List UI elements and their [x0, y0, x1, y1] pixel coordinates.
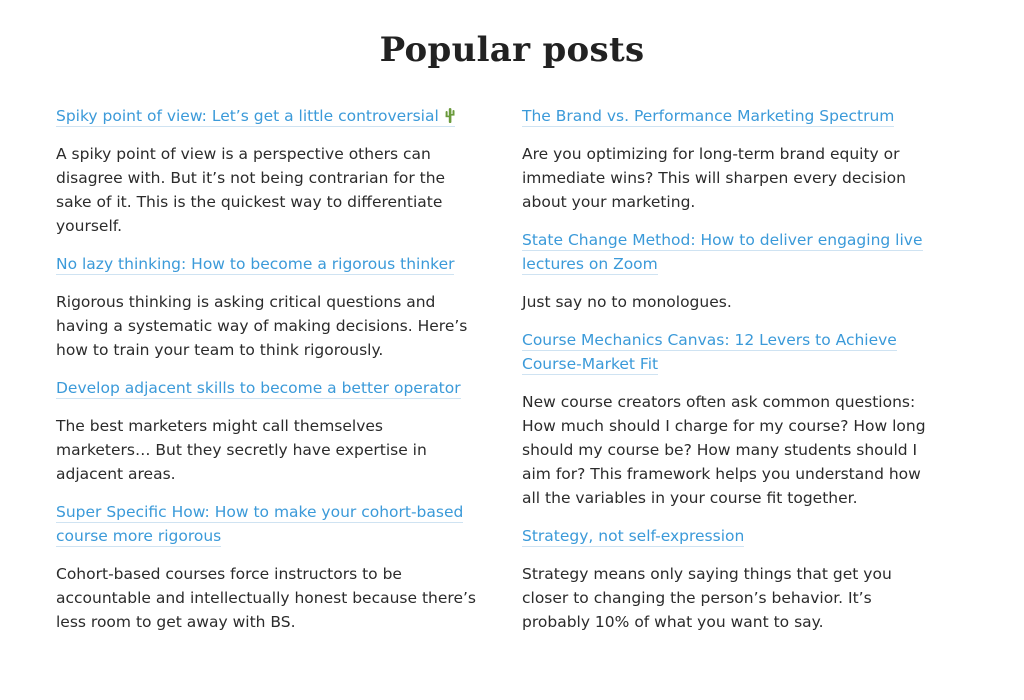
post-description: A spiky point of view is a perspective others can disagree with. But it’s not being contrarian for the sake of it. This is the quickest way to differentiate yourself. — [56, 145, 446, 235]
post-link-no-lazy-thinking[interactable]: No lazy thinking: How to become a rigorous thinker — [56, 255, 455, 273]
post-title: Spiky point of view: Let’s get a little controversial — [56, 107, 439, 125]
post-item — [522, 328, 942, 510]
post-item — [56, 500, 476, 634]
post-item — [522, 104, 942, 214]
post-link-course-mechanics-canvas[interactable]: Course Mechanics Canvas: 12 Levers to Achieve Course-Market Fit — [522, 331, 897, 373]
post-item — [56, 376, 476, 486]
post-item — [56, 104, 476, 238]
post-description: Cohort-based courses force instructors to be accountable and intellectually honest because there’s less room to get away with BS. — [56, 565, 476, 631]
post-item — [522, 524, 942, 634]
post-link-strategy-not-self-expression[interactable]: Strategy, not self-expression — [522, 527, 745, 545]
post-description: The best marketers might call themselves marketers… But they secretly have expertise in adjacent areas. — [56, 417, 427, 483]
posts-column-left — [56, 104, 476, 648]
page-title: Popular posts — [379, 30, 645, 70]
post-link-super-specific-how[interactable]: Super Specific How: How to make your cohort-based course more rigorous — [56, 503, 464, 545]
post-item — [522, 228, 942, 314]
post-description: Rigorous thinking is asking critical questions and having a systematic way of making decisions. Here’s how to train your team to think rigorously. — [56, 293, 468, 359]
post-link-brand-vs-performance[interactable]: The Brand vs. Performance Marketing Spectrum — [522, 107, 895, 125]
post-link-state-change-method[interactable]: State Change Method: How to deliver engaging live lectures on Zoom — [522, 231, 923, 273]
post-item — [56, 252, 476, 362]
post-description: Just say no to monologues. — [522, 293, 732, 311]
post-link-adjacent-skills[interactable]: Develop adjacent skills to become a better operator — [56, 379, 461, 397]
post-description: Strategy means only saying things that get you closer to changing the person’s behavior. It’s probably 10% of what you want to say. — [522, 565, 892, 631]
post-description: New course creators often ask common questions: How much should I charge for my course? How long should my course be? How many students should I aim for? This framework helps you understand how all the variables in your course fit together. — [522, 393, 926, 507]
posts-column-right — [522, 104, 942, 648]
post-link-spiky-point-of-view[interactable] — [56, 107, 455, 127]
cactus-icon — [445, 106, 455, 122]
post-description: Are you optimizing for long-term brand equity or immediate wins? This will sharpen every decision about your marketing. — [522, 145, 906, 211]
